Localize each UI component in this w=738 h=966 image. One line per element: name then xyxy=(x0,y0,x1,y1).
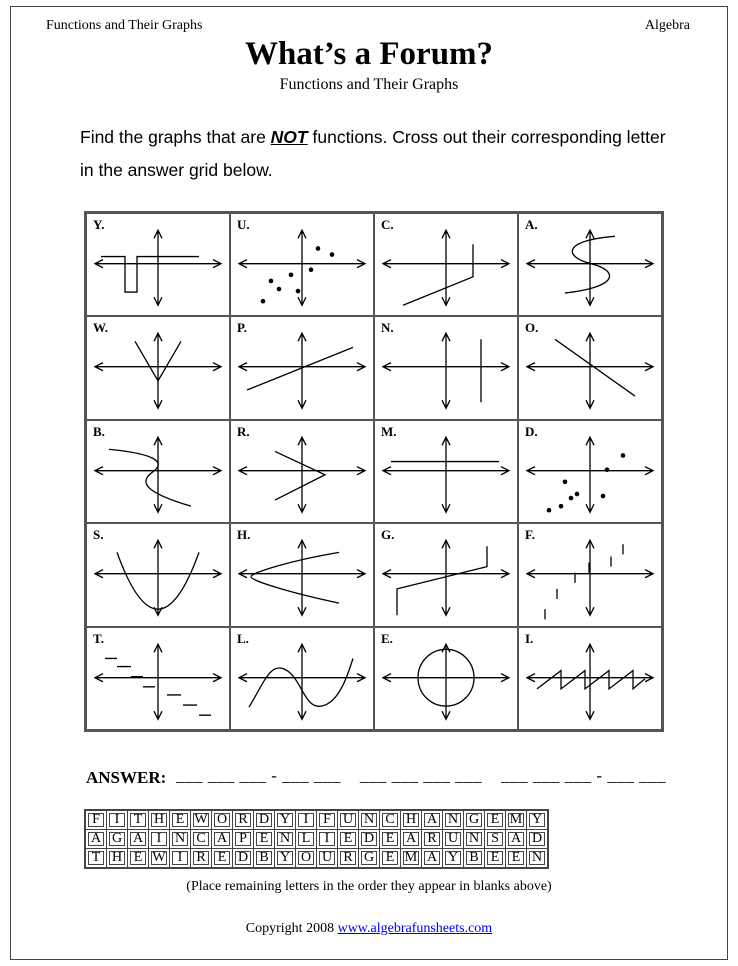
letter-cell[interactable]: E xyxy=(485,849,506,869)
letter-cell[interactable]: E xyxy=(212,849,233,869)
graph-label: E. xyxy=(381,630,393,646)
letter-cell[interactable]: G xyxy=(359,849,380,869)
grid-note: (Place remaining letters in the order they appear in blanks above) xyxy=(186,879,552,894)
letter-cell[interactable]: R xyxy=(422,830,443,849)
graph-label: D. xyxy=(525,423,538,439)
copyright-text: Copyright 2008 xyxy=(245,921,338,936)
instructions-post: functions. Cross out their corresponding letter in the answer grid below. xyxy=(80,127,666,180)
graph-cell xyxy=(231,628,373,729)
graph-label: G. xyxy=(381,527,395,543)
letter-cell[interactable]: C xyxy=(380,810,401,830)
instructions-emphasis: NOT xyxy=(270,127,308,147)
letter-cell[interactable]: G xyxy=(107,830,128,849)
graph-label: O. xyxy=(525,320,539,336)
letter-cell[interactable]: B xyxy=(464,849,485,869)
letter-cell[interactable]: A xyxy=(128,830,149,849)
graph-label: L. xyxy=(237,630,249,646)
graph-cell xyxy=(87,317,229,418)
letter-cell[interactable]: E xyxy=(254,830,275,849)
letter-cell[interactable]: N xyxy=(359,810,380,830)
graph-cell xyxy=(87,628,229,729)
letter-cell[interactable]: P xyxy=(233,830,254,849)
website-link[interactable]: www.algebrafunsheets.com xyxy=(337,921,493,936)
graph-cell xyxy=(519,524,661,625)
graph-cell xyxy=(375,524,517,625)
graph-label: M. xyxy=(381,423,397,439)
graph-cell xyxy=(375,214,517,315)
graph-label: B. xyxy=(93,423,105,439)
letter-cell[interactable]: E xyxy=(338,830,359,849)
letter-cell[interactable]: N xyxy=(275,830,296,849)
letter-cell[interactable]: M xyxy=(506,810,527,830)
letter-cell[interactable]: O xyxy=(296,849,317,869)
letter-cell[interactable]: G xyxy=(464,810,485,830)
letter-cell[interactable]: Y xyxy=(443,849,464,869)
graph-label: Y. xyxy=(93,217,105,232)
letter-cell[interactable]: H xyxy=(107,849,128,869)
letter-cell[interactable]: W xyxy=(149,849,170,869)
letter-cell[interactable]: A xyxy=(422,849,443,869)
letter-cell[interactable]: U xyxy=(443,830,464,849)
letter-cell[interactable]: H xyxy=(149,810,170,830)
letter-cell[interactable]: D xyxy=(359,830,380,849)
letter-cell[interactable]: I xyxy=(170,849,191,869)
letter-cell[interactable]: Y xyxy=(527,810,549,830)
letter-cell[interactable]: H xyxy=(401,810,422,830)
graph-cell xyxy=(519,628,661,729)
letter-cell[interactable]: N xyxy=(464,830,485,849)
graph-label: T. xyxy=(93,630,104,646)
graph-cell xyxy=(87,214,229,315)
letter-cell[interactable]: U xyxy=(338,810,359,830)
letter-cell[interactable]: I xyxy=(317,830,338,849)
graph-label: F. xyxy=(525,527,535,543)
graph-label: P. xyxy=(237,320,247,336)
graph-label: A. xyxy=(525,217,538,232)
answer-label: ANSWER: xyxy=(86,768,167,787)
graph-label: I. xyxy=(525,630,534,646)
graph-cell xyxy=(87,524,229,625)
header-right: Algebra xyxy=(644,18,690,33)
instructions-pre: Find the graphs that are xyxy=(80,127,271,147)
letter-cell[interactable]: Y xyxy=(275,810,296,830)
letter-cell[interactable]: L xyxy=(296,830,317,849)
letter-cell[interactable]: O xyxy=(212,810,233,830)
letter-cell[interactable]: R xyxy=(191,849,212,869)
graph-label: S. xyxy=(93,527,104,543)
graph-label: H. xyxy=(237,527,251,543)
letter-cell[interactable]: M xyxy=(401,849,422,869)
letter-row xyxy=(85,830,548,849)
letter-cell[interactable]: T xyxy=(85,849,107,869)
letter-cell[interactable]: A xyxy=(401,830,422,849)
graph-label: N. xyxy=(381,320,394,336)
letter-cell[interactable]: N xyxy=(170,830,191,849)
letter-cell[interactable]: S xyxy=(485,830,506,849)
letter-cell[interactable]: I xyxy=(107,810,128,830)
graph-cell xyxy=(375,628,517,729)
letter-cell[interactable]: D xyxy=(254,810,275,830)
letter-cell[interactable]: W xyxy=(191,810,212,830)
graph-cell xyxy=(231,317,373,418)
letter-cell[interactable]: E xyxy=(485,810,506,830)
letter-cell[interactable]: Y xyxy=(275,849,296,869)
graph-label: C. xyxy=(381,217,394,232)
graph-grid xyxy=(84,211,664,732)
graph-cell xyxy=(519,317,661,418)
graph-cell xyxy=(375,317,517,418)
page-subtitle: Functions and Their Graphs xyxy=(279,76,459,93)
letter-cell[interactable]: E xyxy=(380,849,401,869)
letter-cell[interactable]: I xyxy=(296,810,317,830)
letter-cell[interactable]: N xyxy=(443,810,464,830)
graph-label: U. xyxy=(237,217,250,232)
letter-cell[interactable]: U xyxy=(317,849,338,869)
letter-row xyxy=(85,810,548,830)
letter-cell[interactable]: R xyxy=(233,810,254,830)
page-title: What’s a Forum? xyxy=(244,36,494,72)
letter-cell[interactable]: R xyxy=(338,849,359,869)
header-left: Functions and Their Graphs xyxy=(46,18,203,33)
letter-cell[interactable]: F xyxy=(317,810,338,830)
letter-cell[interactable]: F xyxy=(85,810,107,830)
graph-label: R. xyxy=(237,423,250,439)
copyright xyxy=(0,921,738,937)
letter-cell[interactable]: E xyxy=(506,849,527,869)
instructions xyxy=(80,121,680,187)
letter-cell[interactable]: T xyxy=(128,810,149,830)
letter-cell[interactable]: E xyxy=(128,849,149,869)
letter-cell[interactable]: E xyxy=(380,830,401,849)
graph-cell xyxy=(519,214,661,315)
letter-cell[interactable]: A xyxy=(212,830,233,849)
graph-cell xyxy=(231,524,373,625)
letter-cell[interactable]: N xyxy=(527,849,549,869)
graph-cell xyxy=(519,421,661,522)
letter-cell[interactable]: D xyxy=(527,830,549,849)
letter-cell[interactable]: B xyxy=(254,849,275,869)
graph-label: W. xyxy=(93,320,109,336)
graph-cell xyxy=(231,421,373,522)
letter-cell[interactable]: E xyxy=(170,810,191,830)
letter-cell[interactable]: C xyxy=(191,830,212,849)
letter-cell[interactable]: D xyxy=(233,849,254,869)
answer-blanks: ___ ___ ___ - ___ ___ ___ ___ ___ ___ ___ ___ ___ - ___ ___ xyxy=(176,766,667,785)
graph-cell xyxy=(87,421,229,522)
letter-cell[interactable]: I xyxy=(149,830,170,849)
letter-cell[interactable]: A xyxy=(506,830,527,849)
graph-cell xyxy=(375,421,517,522)
letter-grid xyxy=(84,809,549,869)
letter-cell[interactable]: A xyxy=(422,810,443,830)
graph-cell xyxy=(231,214,373,315)
letter-cell[interactable]: A xyxy=(85,830,107,849)
letter-row xyxy=(85,849,548,869)
